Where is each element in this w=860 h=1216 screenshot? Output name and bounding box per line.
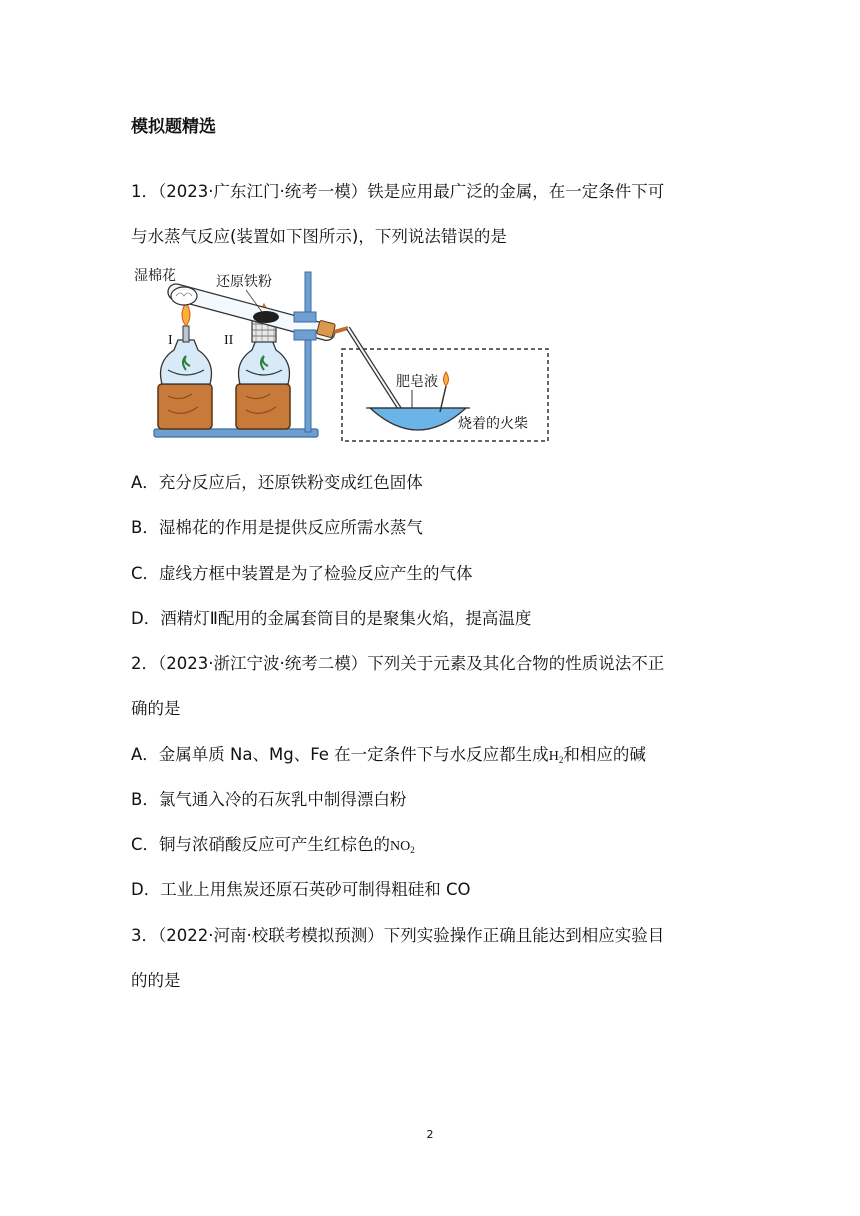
question-1-option-b: B．湿棉花的作用是提供反应所需水蒸气 [131, 518, 423, 537]
question-3-line-2: 的的是 [131, 971, 181, 990]
label-wet-cotton: 湿棉花 [134, 268, 176, 284]
question-2-option-c: C．铜与浓硝酸反应可产生红棕色的NO2 [131, 835, 415, 855]
section-heading: 模拟题精选 [131, 117, 216, 137]
question-2-line-2: 确的是 [131, 699, 181, 718]
question-1-line-2: 与水蒸气反应(装置如下图所示)，下列说法错误的是 [131, 227, 507, 246]
question-2-option-d: D．工业上用焦炭还原石英砂可制得粗硅和 CO [131, 880, 471, 899]
question-2-option-a: A．金属单质 Na、Mg、Fe 在一定条件下与水反应都生成H2和相应的碱 [131, 745, 646, 765]
question-2-line-1: 2．（2023·浙江宁波·统考二模）下列关于元素及其化合物的性质说法不正 [131, 654, 665, 673]
question-1-option-a: A．充分反应后，还原铁粉变成红色固体 [131, 473, 423, 492]
label-lamp-I: I [168, 333, 173, 348]
flame-1 [182, 302, 190, 326]
question-1-option-d: D．酒精灯Ⅱ配用的金属套筒目的是聚集火焰，提高温度 [131, 609, 532, 628]
wooden-block-1 [158, 384, 212, 429]
label-lamp-II: II [224, 333, 234, 348]
question-2-option-b: B．氯气通入冷的石灰乳中制得漂白粉 [131, 790, 407, 809]
label-match: 烧着的火柴 [458, 416, 528, 432]
apparatus-figure [128, 262, 558, 444]
label-iron-powder: 还原铁粉 [216, 274, 272, 290]
stand-base [154, 429, 318, 437]
page-number: 2 [426, 1128, 434, 1141]
question-1-option-c: C．虚线方框中装置是为了检验反应产生的气体 [131, 564, 473, 583]
label-soap: 肥皂液 [396, 374, 438, 390]
question-1-line-1: 1．（2023·广东江门·统考一模）铁是应用最广泛的金属，在一定条件下可 [131, 182, 665, 201]
stand-rod [305, 272, 311, 432]
iron-powder [253, 311, 279, 323]
question-3-line-1: 3．（2022·河南·校联考模拟预测）下列实验操作正确且能达到相应实验目 [131, 926, 665, 945]
match-flame-icon [444, 372, 449, 386]
wooden-block-2 [236, 384, 290, 429]
soap-dish [370, 408, 466, 430]
